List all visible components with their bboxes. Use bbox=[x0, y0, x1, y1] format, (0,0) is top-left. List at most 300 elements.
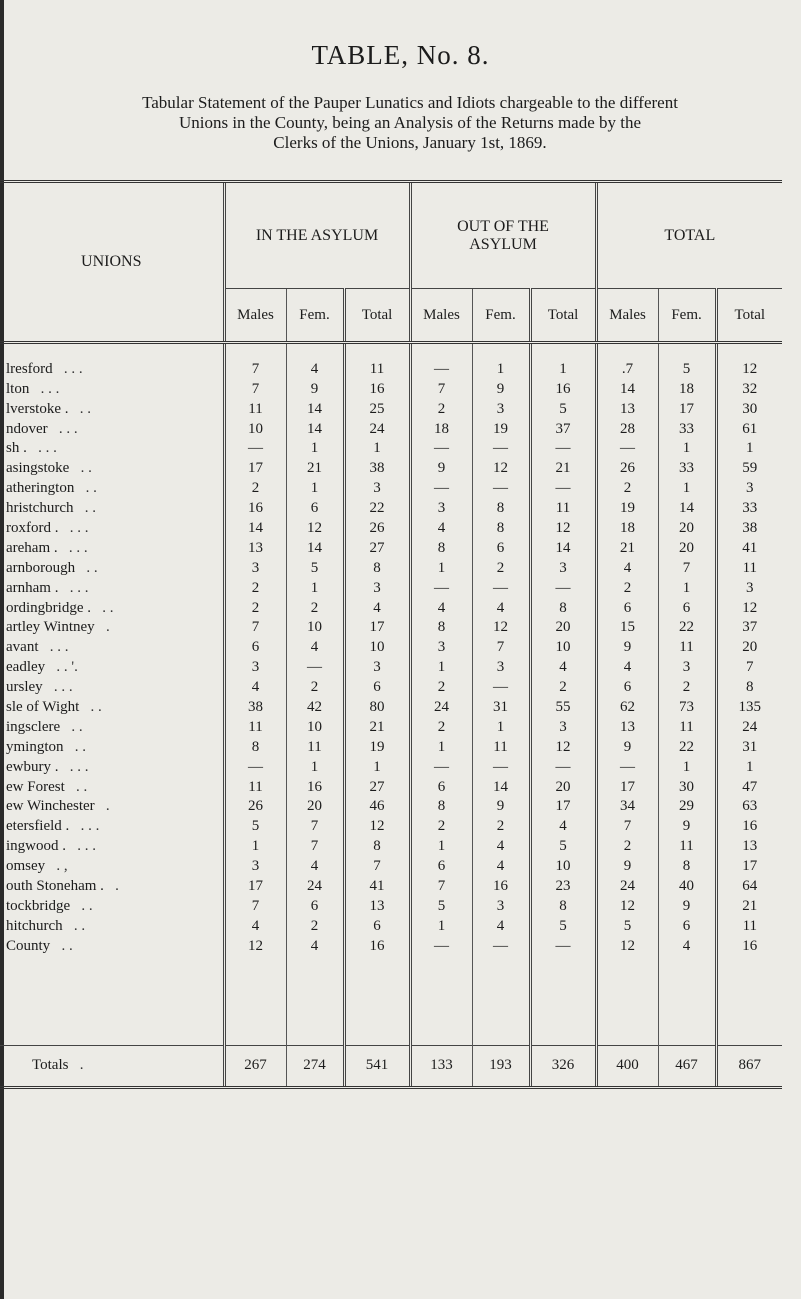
value-cell: 1 bbox=[344, 756, 410, 776]
value-cell: 16 bbox=[530, 378, 596, 398]
value-cell: 1 bbox=[658, 438, 716, 458]
value-cell: 3 bbox=[224, 656, 286, 676]
union-name: avant bbox=[6, 639, 39, 656]
header-males: Males bbox=[224, 289, 286, 343]
value-cell: 19 bbox=[344, 736, 410, 756]
table-row bbox=[0, 457, 782, 477]
union-name: ew Forest bbox=[6, 778, 65, 795]
value-cell: — bbox=[286, 656, 344, 676]
value-cell: 10 bbox=[530, 855, 596, 875]
value-cell: 7 bbox=[716, 656, 782, 676]
value-cell: 5 bbox=[410, 895, 472, 915]
value-cell: 11 bbox=[472, 736, 530, 756]
union-name: roxford . bbox=[6, 520, 59, 537]
value-cell: 21 bbox=[596, 537, 658, 557]
value-cell: 6 bbox=[410, 855, 472, 875]
value-cell: 32 bbox=[716, 378, 782, 398]
value-cell: 13 bbox=[344, 895, 410, 915]
value-cell: 8 bbox=[530, 597, 596, 617]
page-title: TABLE, No. 8. bbox=[311, 40, 490, 70]
value-cell: 4 bbox=[286, 855, 344, 875]
leader-dots: . . . bbox=[80, 818, 100, 835]
table-row bbox=[0, 358, 782, 378]
value-cell: — bbox=[472, 477, 530, 497]
value-cell: 11 bbox=[224, 776, 286, 796]
value-cell: 30 bbox=[716, 398, 782, 418]
union-name-cell bbox=[0, 776, 224, 796]
value-cell: 16 bbox=[344, 378, 410, 398]
value-cell: 14 bbox=[530, 537, 596, 557]
value-cell: 8 bbox=[472, 497, 530, 517]
value-cell: 4 bbox=[286, 358, 344, 378]
value-cell: 11 bbox=[286, 736, 344, 756]
leader-dots: . . bbox=[79, 400, 91, 417]
value-cell: 9 bbox=[472, 796, 530, 816]
table-row bbox=[0, 736, 782, 756]
value-cell: 10 bbox=[530, 636, 596, 656]
leader-dots: . bbox=[79, 1057, 84, 1074]
value-cell: 3 bbox=[344, 577, 410, 597]
value-cell: 2 bbox=[286, 915, 344, 935]
leader-dots: . . . bbox=[63, 360, 83, 377]
value-cell: 28 bbox=[596, 418, 658, 438]
value-cell: 4 bbox=[472, 597, 530, 617]
value-cell: 5 bbox=[530, 835, 596, 855]
value-cell: 1 bbox=[410, 656, 472, 676]
table-row bbox=[0, 497, 782, 517]
value-cell: 135 bbox=[716, 696, 782, 716]
value-cell: 10 bbox=[344, 636, 410, 656]
lunatics-table bbox=[0, 180, 782, 1089]
value-cell: 3 bbox=[716, 577, 782, 597]
leader-dots: . . . bbox=[69, 520, 89, 537]
value-cell: 5 bbox=[286, 557, 344, 577]
value-cell: 12 bbox=[530, 736, 596, 756]
value-cell: 9 bbox=[658, 815, 716, 835]
spacer-cell bbox=[472, 955, 530, 1046]
value-cell: 8 bbox=[344, 557, 410, 577]
header-total-col: Total bbox=[344, 289, 410, 343]
spacer-row bbox=[0, 955, 782, 1046]
leader-dots: . . . bbox=[53, 679, 73, 696]
table-row bbox=[0, 378, 782, 398]
value-cell: 16 bbox=[716, 815, 782, 835]
union-name: arnborough bbox=[6, 559, 76, 576]
value-cell: — bbox=[530, 438, 596, 458]
value-cell: 24 bbox=[286, 875, 344, 895]
value-cell: 6 bbox=[596, 597, 658, 617]
table-row bbox=[0, 756, 782, 776]
value-cell: — bbox=[530, 477, 596, 497]
union-name-cell bbox=[0, 418, 224, 438]
value-cell: 26 bbox=[224, 796, 286, 816]
totals-label-cell bbox=[0, 1045, 224, 1087]
value-cell: 21 bbox=[716, 895, 782, 915]
value-cell: 12 bbox=[224, 935, 286, 955]
value-cell: 4 bbox=[410, 517, 472, 537]
value-cell: 12 bbox=[472, 457, 530, 477]
union-name-cell bbox=[0, 716, 224, 736]
value-cell: 6 bbox=[344, 676, 410, 696]
value-cell: 1 bbox=[716, 756, 782, 776]
union-name-cell bbox=[0, 358, 224, 378]
value-cell: — bbox=[410, 935, 472, 955]
value-cell: 40 bbox=[658, 875, 716, 895]
value-cell: 2 bbox=[410, 676, 472, 696]
union-name: sle of Wight bbox=[6, 699, 80, 716]
value-cell: 2 bbox=[224, 477, 286, 497]
value-cell: 26 bbox=[596, 457, 658, 477]
table-row bbox=[0, 418, 782, 438]
leader-dots: . bbox=[115, 878, 119, 895]
value-cell: 5 bbox=[658, 358, 716, 378]
value-cell: 33 bbox=[658, 457, 716, 477]
value-cell: — bbox=[472, 577, 530, 597]
value-cell: 7 bbox=[286, 815, 344, 835]
value-cell: 4 bbox=[596, 557, 658, 577]
header-fem: Fem. bbox=[472, 289, 530, 343]
union-name: lton bbox=[6, 380, 30, 397]
totals-label: Totals bbox=[32, 1057, 69, 1074]
spacer-cell bbox=[286, 955, 344, 1046]
value-cell: 13 bbox=[596, 716, 658, 736]
value-cell: 18 bbox=[658, 378, 716, 398]
value-cell: 8 bbox=[658, 855, 716, 875]
value-cell: 11 bbox=[224, 398, 286, 418]
table-row bbox=[0, 477, 782, 497]
value-cell: 12 bbox=[716, 597, 782, 617]
value-cell: 11 bbox=[716, 915, 782, 935]
spacer-cell bbox=[224, 343, 286, 359]
value-cell: 867 bbox=[716, 1045, 782, 1087]
leader-dots: . . . bbox=[69, 758, 89, 775]
union-name: ordingbridge . bbox=[6, 599, 91, 616]
value-cell: 7 bbox=[224, 378, 286, 398]
table-row bbox=[0, 656, 782, 676]
leader-dots: . . bbox=[73, 917, 86, 934]
value-cell: 3 bbox=[472, 398, 530, 418]
union-name: asingstoke bbox=[6, 460, 70, 477]
table-row bbox=[0, 517, 782, 537]
table-row bbox=[0, 875, 782, 895]
value-cell: — bbox=[224, 438, 286, 458]
union-name: areham . bbox=[6, 539, 58, 556]
leader-dots: . . . bbox=[68, 539, 88, 556]
leader-dots: . . . bbox=[69, 579, 89, 596]
value-cell: — bbox=[596, 756, 658, 776]
union-name: ndover bbox=[6, 420, 48, 437]
union-name-cell bbox=[0, 597, 224, 617]
union-name-cell bbox=[0, 835, 224, 855]
value-cell: 13 bbox=[596, 398, 658, 418]
union-name-cell bbox=[0, 895, 224, 915]
value-cell: 21 bbox=[286, 457, 344, 477]
value-cell: 25 bbox=[344, 398, 410, 418]
union-name: lverstoke . bbox=[6, 400, 69, 417]
value-cell: 8 bbox=[716, 676, 782, 696]
value-cell: 37 bbox=[530, 418, 596, 438]
value-cell: 6 bbox=[344, 915, 410, 935]
union-name-cell bbox=[0, 855, 224, 875]
value-cell: 2 bbox=[410, 398, 472, 418]
leader-dots: . . . bbox=[38, 440, 57, 457]
value-cell: 3 bbox=[344, 477, 410, 497]
table-row bbox=[0, 895, 782, 915]
spacer-cell bbox=[344, 955, 410, 1046]
union-name: sh . bbox=[6, 440, 27, 457]
value-cell: 9 bbox=[596, 636, 658, 656]
value-cell: 3 bbox=[472, 895, 530, 915]
value-cell: 30 bbox=[658, 776, 716, 796]
value-cell: 14 bbox=[286, 537, 344, 557]
value-cell: 59 bbox=[716, 457, 782, 477]
totals-row bbox=[0, 1045, 782, 1087]
value-cell: — bbox=[472, 756, 530, 776]
spacer-cell bbox=[472, 343, 530, 359]
union-name: arnham . bbox=[6, 579, 59, 596]
value-cell: 1 bbox=[224, 835, 286, 855]
union-name-cell bbox=[0, 378, 224, 398]
spacer-cell bbox=[0, 343, 224, 359]
value-cell: 20 bbox=[716, 636, 782, 656]
value-cell: 12 bbox=[286, 517, 344, 537]
table-row bbox=[0, 597, 782, 617]
value-cell: 24 bbox=[410, 696, 472, 716]
union-name-cell bbox=[0, 517, 224, 537]
spacer-cell bbox=[716, 955, 782, 1046]
spacer-cell bbox=[596, 343, 658, 359]
value-cell: 17 bbox=[224, 875, 286, 895]
union-name-cell bbox=[0, 617, 224, 637]
value-cell: 23 bbox=[530, 875, 596, 895]
value-cell: 10 bbox=[286, 716, 344, 736]
union-name-cell bbox=[0, 915, 224, 935]
value-cell: 17 bbox=[716, 855, 782, 875]
header-fem: Fem. bbox=[658, 289, 716, 343]
value-cell: 11 bbox=[344, 358, 410, 378]
value-cell: 73 bbox=[658, 696, 716, 716]
value-cell: 55 bbox=[530, 696, 596, 716]
spacer-cell bbox=[0, 955, 224, 1046]
value-cell: 7 bbox=[410, 378, 472, 398]
union-name: eadley bbox=[6, 659, 46, 676]
table-row bbox=[0, 696, 782, 716]
value-cell: 20 bbox=[530, 617, 596, 637]
value-cell: 15 bbox=[596, 617, 658, 637]
header-total-col: Total bbox=[530, 289, 596, 343]
value-cell: — bbox=[410, 358, 472, 378]
value-cell: 38 bbox=[716, 517, 782, 537]
union-name: ymington bbox=[6, 738, 64, 755]
value-cell: 24 bbox=[596, 875, 658, 895]
value-cell: 46 bbox=[344, 796, 410, 816]
table-row bbox=[0, 398, 782, 418]
value-cell: 467 bbox=[658, 1045, 716, 1087]
value-cell: 12 bbox=[596, 895, 658, 915]
value-cell: 1 bbox=[658, 577, 716, 597]
value-cell: 11 bbox=[224, 716, 286, 736]
leader-dots: . . bbox=[84, 500, 96, 517]
value-cell: 9 bbox=[472, 378, 530, 398]
union-name-cell bbox=[0, 577, 224, 597]
value-cell: 16 bbox=[344, 935, 410, 955]
value-cell: 20 bbox=[530, 776, 596, 796]
union-name-cell bbox=[0, 796, 224, 816]
value-cell: 4 bbox=[658, 935, 716, 955]
header-fem: Fem. bbox=[286, 289, 344, 343]
table-body bbox=[0, 343, 782, 1088]
value-cell: 7 bbox=[410, 875, 472, 895]
value-cell: 6 bbox=[224, 636, 286, 656]
value-cell: 4 bbox=[344, 597, 410, 617]
value-cell: 2 bbox=[286, 597, 344, 617]
value-cell: 20 bbox=[286, 796, 344, 816]
value-cell: 6 bbox=[472, 537, 530, 557]
value-cell: 6 bbox=[658, 915, 716, 935]
union-name-cell bbox=[0, 676, 224, 696]
value-cell: 1 bbox=[410, 557, 472, 577]
spacer-cell bbox=[224, 955, 286, 1046]
union-name-cell bbox=[0, 935, 224, 955]
value-cell: 3 bbox=[410, 497, 472, 517]
header-in-asylum: IN THE ASYLUM bbox=[224, 182, 410, 289]
value-cell: — bbox=[410, 756, 472, 776]
subtitle bbox=[60, 93, 760, 153]
value-cell: 13 bbox=[716, 835, 782, 855]
value-cell: 19 bbox=[596, 497, 658, 517]
value-cell: 6 bbox=[658, 597, 716, 617]
value-cell: 8 bbox=[472, 517, 530, 537]
value-cell: 31 bbox=[716, 736, 782, 756]
value-cell: 4 bbox=[472, 855, 530, 875]
value-cell: 4 bbox=[596, 656, 658, 676]
spacer-cell bbox=[410, 343, 472, 359]
value-cell: 17 bbox=[224, 457, 286, 477]
union-name: artley Wintney bbox=[6, 619, 95, 636]
table-row bbox=[0, 796, 782, 816]
leader-dots: . , bbox=[56, 858, 68, 875]
value-cell: — bbox=[224, 756, 286, 776]
leader-dots: . . bbox=[74, 738, 87, 755]
value-cell: 22 bbox=[658, 736, 716, 756]
value-cell: 24 bbox=[716, 716, 782, 736]
value-cell: 1 bbox=[658, 477, 716, 497]
value-cell: 3 bbox=[716, 477, 782, 497]
value-cell: 18 bbox=[410, 418, 472, 438]
value-cell: 27 bbox=[344, 537, 410, 557]
value-cell: 13 bbox=[224, 537, 286, 557]
spacer-cell bbox=[530, 343, 596, 359]
value-cell: 5 bbox=[530, 398, 596, 418]
value-cell: 9 bbox=[596, 736, 658, 756]
value-cell: 22 bbox=[658, 617, 716, 637]
value-cell: 1 bbox=[530, 358, 596, 378]
table-row bbox=[0, 676, 782, 696]
subtitle-line: Clerks of the Unions, January 1st, 1869. bbox=[273, 133, 547, 152]
value-cell: 2 bbox=[224, 597, 286, 617]
value-cell: 37 bbox=[716, 617, 782, 637]
value-cell: 17 bbox=[596, 776, 658, 796]
value-cell: 3 bbox=[530, 716, 596, 736]
table-row bbox=[0, 537, 782, 557]
value-cell: 16 bbox=[472, 875, 530, 895]
value-cell: 12 bbox=[530, 517, 596, 537]
value-cell: 4 bbox=[530, 815, 596, 835]
value-cell: 7 bbox=[224, 895, 286, 915]
union-name-cell bbox=[0, 398, 224, 418]
value-cell: 7 bbox=[472, 636, 530, 656]
header-unions: UNIONS bbox=[0, 182, 224, 343]
value-cell: 267 bbox=[224, 1045, 286, 1087]
leader-dots: . . bbox=[80, 460, 92, 477]
value-cell: 64 bbox=[716, 875, 782, 895]
value-cell: 14 bbox=[658, 497, 716, 517]
value-cell: 24 bbox=[344, 418, 410, 438]
value-cell: 6 bbox=[410, 776, 472, 796]
value-cell: 21 bbox=[530, 457, 596, 477]
union-name: ingwood . bbox=[6, 838, 66, 855]
table-row bbox=[0, 636, 782, 656]
value-cell: 17 bbox=[344, 617, 410, 637]
value-cell: — bbox=[410, 577, 472, 597]
value-cell: 26 bbox=[344, 517, 410, 537]
value-cell: 1 bbox=[658, 756, 716, 776]
value-cell: 20 bbox=[658, 537, 716, 557]
value-cell: 42 bbox=[286, 696, 344, 716]
value-cell: 6 bbox=[596, 676, 658, 696]
value-cell: 14 bbox=[286, 398, 344, 418]
value-cell: 7 bbox=[344, 855, 410, 875]
value-cell: 33 bbox=[658, 418, 716, 438]
value-cell: 31 bbox=[472, 696, 530, 716]
value-cell: 9 bbox=[658, 895, 716, 915]
leader-dots: . . bbox=[81, 897, 93, 914]
value-cell: 1 bbox=[410, 835, 472, 855]
value-cell: 11 bbox=[658, 716, 716, 736]
union-name: tockbridge bbox=[6, 897, 71, 914]
value-cell: 2 bbox=[658, 676, 716, 696]
value-cell: 1 bbox=[344, 438, 410, 458]
value-cell: 29 bbox=[658, 796, 716, 816]
value-cell: 1 bbox=[286, 438, 344, 458]
value-cell: 5 bbox=[224, 815, 286, 835]
value-cell: 8 bbox=[410, 796, 472, 816]
value-cell: 2 bbox=[596, 835, 658, 855]
value-cell: 8 bbox=[224, 736, 286, 756]
table-row bbox=[0, 716, 782, 736]
value-cell: 7 bbox=[224, 358, 286, 378]
value-cell: 17 bbox=[658, 398, 716, 418]
value-cell: 2 bbox=[596, 477, 658, 497]
value-cell: 3 bbox=[344, 656, 410, 676]
value-cell: 16 bbox=[224, 497, 286, 517]
header-total-col: Total bbox=[716, 289, 782, 343]
value-cell: 1 bbox=[286, 577, 344, 597]
value-cell: — bbox=[596, 438, 658, 458]
table-row bbox=[0, 438, 782, 458]
table-row bbox=[0, 557, 782, 577]
value-cell: 3 bbox=[530, 557, 596, 577]
value-cell: 16 bbox=[716, 935, 782, 955]
value-cell: 2 bbox=[596, 577, 658, 597]
value-cell: 400 bbox=[596, 1045, 658, 1087]
value-cell: 12 bbox=[344, 815, 410, 835]
union-name-cell bbox=[0, 457, 224, 477]
value-cell: 6 bbox=[286, 895, 344, 915]
leader-dots: . . . bbox=[40, 380, 60, 397]
value-cell: 22 bbox=[344, 497, 410, 517]
value-cell: 38 bbox=[224, 696, 286, 716]
